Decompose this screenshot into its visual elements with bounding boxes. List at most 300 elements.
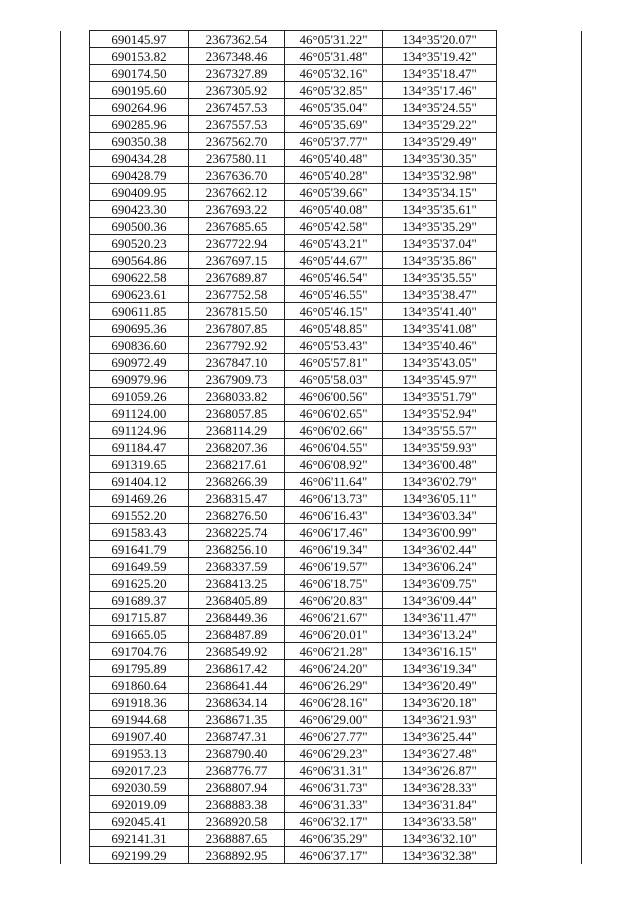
- longitude-cell: 134°35'37.04": [383, 235, 497, 252]
- longitude-cell: 134°36'26.87": [383, 762, 497, 779]
- y-coordinate-cell: 2368057.85: [189, 405, 285, 422]
- latitude-cell: 46°05'43.21": [285, 235, 383, 252]
- latitude-cell: 46°05'35.04": [285, 99, 383, 116]
- table-row: [61, 116, 582, 133]
- table-row: [61, 490, 582, 507]
- x-coordinate-cell: 690195.60: [90, 82, 189, 99]
- y-coordinate-cell: 2368671.35: [189, 711, 285, 728]
- y-coordinate-cell: 2367792.92: [189, 337, 285, 354]
- y-coordinate-cell: 2367752.58: [189, 286, 285, 303]
- blank-right-cell: [497, 626, 582, 643]
- x-coordinate-cell: 691469.26: [90, 490, 189, 507]
- y-coordinate-cell: 2368549.92: [189, 643, 285, 660]
- y-coordinate-cell: 2367362.54: [189, 31, 285, 48]
- x-coordinate-cell: 691795.89: [90, 660, 189, 677]
- latitude-cell: 46°06'08.92": [285, 456, 383, 473]
- blank-left-cell: [61, 82, 90, 99]
- x-coordinate-cell: 691124.00: [90, 405, 189, 422]
- latitude-cell: 46°05'42.58": [285, 218, 383, 235]
- longitude-cell: 134°36'16.15": [383, 643, 497, 660]
- longitude-cell: 134°35'34.15": [383, 184, 497, 201]
- blank-right-cell: [497, 116, 582, 133]
- y-coordinate-cell: 2368449.36: [189, 609, 285, 626]
- blank-right-cell: [497, 82, 582, 99]
- latitude-cell: 46°05'37.77": [285, 133, 383, 150]
- longitude-cell: 134°36'02.79": [383, 473, 497, 490]
- y-coordinate-cell: 2367697.15: [189, 252, 285, 269]
- longitude-cell: 134°36'00.99": [383, 524, 497, 541]
- latitude-cell: 46°06'19.57": [285, 558, 383, 575]
- table-row: [61, 643, 582, 660]
- y-coordinate-cell: 2367815.50: [189, 303, 285, 320]
- blank-left-cell: [61, 167, 90, 184]
- y-coordinate-cell: 2368225.74: [189, 524, 285, 541]
- blank-left-cell: [61, 745, 90, 762]
- y-coordinate-cell: 2368487.89: [189, 626, 285, 643]
- y-coordinate-cell: 2368634.14: [189, 694, 285, 711]
- blank-left-cell: [61, 694, 90, 711]
- blank-right-cell: [497, 133, 582, 150]
- table-row: [61, 728, 582, 745]
- blank-left-cell: [61, 456, 90, 473]
- blank-right-cell: [497, 456, 582, 473]
- table-row: [61, 235, 582, 252]
- latitude-cell: 46°06'24.20": [285, 660, 383, 677]
- y-coordinate-cell: 2368114.29: [189, 422, 285, 439]
- longitude-cell: 134°36'09.44": [383, 592, 497, 609]
- x-coordinate-cell: 691715.87: [90, 609, 189, 626]
- table-row: [61, 269, 582, 286]
- x-coordinate-cell: 690972.49: [90, 354, 189, 371]
- table-row: [61, 626, 582, 643]
- x-coordinate-cell: 690264.96: [90, 99, 189, 116]
- y-coordinate-cell: 2368641.44: [189, 677, 285, 694]
- x-coordinate-cell: 691953.13: [90, 745, 189, 762]
- y-coordinate-cell: 2367636.70: [189, 167, 285, 184]
- y-coordinate-cell: 2368337.59: [189, 558, 285, 575]
- table-row: [61, 303, 582, 320]
- x-coordinate-cell: 691689.37: [90, 592, 189, 609]
- latitude-cell: 46°06'16.43": [285, 507, 383, 524]
- y-coordinate-cell: 2367807.85: [189, 320, 285, 337]
- latitude-cell: 46°06'19.34": [285, 541, 383, 558]
- table-row: [61, 388, 582, 405]
- blank-right-cell: [497, 779, 582, 796]
- latitude-cell: 46°06'21.67": [285, 609, 383, 626]
- latitude-cell: 46°06'28.16": [285, 694, 383, 711]
- y-coordinate-cell: 2368405.89: [189, 592, 285, 609]
- table-row: [61, 167, 582, 184]
- blank-right-cell: [497, 320, 582, 337]
- table-row: [61, 541, 582, 558]
- longitude-cell: 134°36'06.24": [383, 558, 497, 575]
- y-coordinate-cell: 2368776.77: [189, 762, 285, 779]
- x-coordinate-cell: 690174.50: [90, 65, 189, 82]
- blank-right-cell: [497, 99, 582, 116]
- blank-left-cell: [61, 575, 90, 592]
- longitude-cell: 134°35'55.57": [383, 422, 497, 439]
- latitude-cell: 46°06'29.00": [285, 711, 383, 728]
- blank-right-cell: [497, 235, 582, 252]
- y-coordinate-cell: 2367305.92: [189, 82, 285, 99]
- x-coordinate-cell: 690145.97: [90, 31, 189, 48]
- blank-right-cell: [497, 847, 582, 864]
- y-coordinate-cell: 2368887.65: [189, 830, 285, 847]
- x-coordinate-cell: 691552.20: [90, 507, 189, 524]
- table-row: [61, 592, 582, 609]
- y-coordinate-cell: 2368315.47: [189, 490, 285, 507]
- x-coordinate-cell: 692141.31: [90, 830, 189, 847]
- blank-left-cell: [61, 728, 90, 745]
- longitude-cell: 134°35'35.29": [383, 218, 497, 235]
- longitude-cell: 134°36'21.93": [383, 711, 497, 728]
- longitude-cell: 134°35'51.79": [383, 388, 497, 405]
- latitude-cell: 46°06'11.64": [285, 473, 383, 490]
- blank-left-cell: [61, 541, 90, 558]
- x-coordinate-cell: 692045.41: [90, 813, 189, 830]
- x-coordinate-cell: 692199.29: [90, 847, 189, 864]
- x-coordinate-cell: 690153.82: [90, 48, 189, 65]
- longitude-cell: 134°35'35.55": [383, 269, 497, 286]
- blank-left-cell: [61, 660, 90, 677]
- table-row: [61, 405, 582, 422]
- y-coordinate-cell: 2368413.25: [189, 575, 285, 592]
- longitude-cell: 134°35'18.47": [383, 65, 497, 82]
- blank-left-cell: [61, 779, 90, 796]
- table-row: [61, 354, 582, 371]
- x-coordinate-cell: 691704.76: [90, 643, 189, 660]
- latitude-cell: 46°05'58.03": [285, 371, 383, 388]
- x-coordinate-cell: 690428.79: [90, 167, 189, 184]
- x-coordinate-cell: 690979.96: [90, 371, 189, 388]
- y-coordinate-cell: 2367348.46: [189, 48, 285, 65]
- latitude-cell: 46°05'40.08": [285, 201, 383, 218]
- latitude-cell: 46°06'02.66": [285, 422, 383, 439]
- blank-left-cell: [61, 48, 90, 65]
- blank-right-cell: [497, 252, 582, 269]
- longitude-cell: 134°35'29.49": [383, 133, 497, 150]
- y-coordinate-cell: 2367722.94: [189, 235, 285, 252]
- latitude-cell: 46°05'31.22": [285, 31, 383, 48]
- latitude-cell: 46°06'26.29": [285, 677, 383, 694]
- x-coordinate-cell: 691907.40: [90, 728, 189, 745]
- blank-left-cell: [61, 252, 90, 269]
- latitude-cell: 46°06'27.77": [285, 728, 383, 745]
- latitude-cell: 46°06'32.17": [285, 813, 383, 830]
- longitude-cell: 134°35'32.98": [383, 167, 497, 184]
- blank-left-cell: [61, 609, 90, 626]
- x-coordinate-cell: 692030.59: [90, 779, 189, 796]
- latitude-cell: 46°05'57.81": [285, 354, 383, 371]
- table-row: [61, 847, 582, 864]
- blank-left-cell: [61, 677, 90, 694]
- blank-left-cell: [61, 371, 90, 388]
- latitude-cell: 46°06'20.83": [285, 592, 383, 609]
- x-coordinate-cell: 690409.95: [90, 184, 189, 201]
- longitude-cell: 134°35'29.22": [383, 116, 497, 133]
- y-coordinate-cell: 2367562.70: [189, 133, 285, 150]
- latitude-cell: 46°06'29.23": [285, 745, 383, 762]
- blank-left-cell: [61, 813, 90, 830]
- blank-left-cell: [61, 830, 90, 847]
- blank-left-cell: [61, 184, 90, 201]
- blank-right-cell: [497, 31, 582, 48]
- blank-right-cell: [497, 592, 582, 609]
- x-coordinate-cell: 690520.23: [90, 235, 189, 252]
- longitude-cell: 134°36'32.38": [383, 847, 497, 864]
- blank-right-cell: [497, 337, 582, 354]
- x-coordinate-cell: 690350.38: [90, 133, 189, 150]
- latitude-cell: 46°06'21.28": [285, 643, 383, 660]
- y-coordinate-cell: 2368807.94: [189, 779, 285, 796]
- blank-right-cell: [497, 388, 582, 405]
- blank-right-cell: [497, 371, 582, 388]
- latitude-cell: 46°06'04.55": [285, 439, 383, 456]
- y-coordinate-cell: 2367685.65: [189, 218, 285, 235]
- x-coordinate-cell: 690564.86: [90, 252, 189, 269]
- longitude-cell: 134°36'19.34": [383, 660, 497, 677]
- blank-left-cell: [61, 524, 90, 541]
- longitude-cell: 134°35'35.61": [383, 201, 497, 218]
- blank-right-cell: [497, 796, 582, 813]
- table-row: [61, 473, 582, 490]
- longitude-cell: 134°36'20.18": [383, 694, 497, 711]
- longitude-cell: 134°35'19.42": [383, 48, 497, 65]
- blank-left-cell: [61, 473, 90, 490]
- table-row: [61, 48, 582, 65]
- table-row: [61, 796, 582, 813]
- x-coordinate-cell: 690285.96: [90, 116, 189, 133]
- latitude-cell: 46°06'37.17": [285, 847, 383, 864]
- table-row: [61, 422, 582, 439]
- table-row: [61, 201, 582, 218]
- x-coordinate-cell: 690611.85: [90, 303, 189, 320]
- blank-right-cell: [497, 201, 582, 218]
- table-row: [61, 286, 582, 303]
- latitude-cell: 46°05'39.66": [285, 184, 383, 201]
- x-coordinate-cell: 691944.68: [90, 711, 189, 728]
- latitude-cell: 46°05'32.16": [285, 65, 383, 82]
- latitude-cell: 46°06'13.73": [285, 490, 383, 507]
- latitude-cell: 46°05'53.43": [285, 337, 383, 354]
- latitude-cell: 46°05'40.28": [285, 167, 383, 184]
- longitude-cell: 134°36'33.58": [383, 813, 497, 830]
- blank-left-cell: [61, 320, 90, 337]
- latitude-cell: 46°06'31.31": [285, 762, 383, 779]
- blank-left-cell: [61, 422, 90, 439]
- blank-right-cell: [497, 65, 582, 82]
- blank-right-cell: [497, 660, 582, 677]
- table-row: [61, 82, 582, 99]
- latitude-cell: 46°05'40.48": [285, 150, 383, 167]
- latitude-cell: 46°05'48.85": [285, 320, 383, 337]
- longitude-cell: 134°36'28.33": [383, 779, 497, 796]
- latitude-cell: 46°06'00.56": [285, 388, 383, 405]
- longitude-cell: 134°35'40.46": [383, 337, 497, 354]
- x-coordinate-cell: 692019.09: [90, 796, 189, 813]
- blank-left-cell: [61, 405, 90, 422]
- blank-left-cell: [61, 337, 90, 354]
- y-coordinate-cell: 2368617.42: [189, 660, 285, 677]
- y-coordinate-cell: 2368883.38: [189, 796, 285, 813]
- blank-left-cell: [61, 388, 90, 405]
- blank-right-cell: [497, 184, 582, 201]
- y-coordinate-cell: 2368217.61: [189, 456, 285, 473]
- blank-left-cell: [61, 847, 90, 864]
- y-coordinate-cell: 2368033.82: [189, 388, 285, 405]
- table-row: [61, 507, 582, 524]
- x-coordinate-cell: 691665.05: [90, 626, 189, 643]
- table-row: [61, 558, 582, 575]
- blank-left-cell: [61, 235, 90, 252]
- longitude-cell: 134°35'20.07": [383, 31, 497, 48]
- y-coordinate-cell: 2368207.36: [189, 439, 285, 456]
- latitude-cell: 46°06'18.75": [285, 575, 383, 592]
- x-coordinate-cell: 691059.26: [90, 388, 189, 405]
- blank-right-cell: [497, 439, 582, 456]
- longitude-cell: 134°35'59.93": [383, 439, 497, 456]
- x-coordinate-cell: 690500.36: [90, 218, 189, 235]
- blank-right-cell: [497, 48, 582, 65]
- y-coordinate-cell: 2368276.50: [189, 507, 285, 524]
- table-row: [61, 694, 582, 711]
- latitude-cell: 46°05'46.15": [285, 303, 383, 320]
- table-row: [61, 677, 582, 694]
- x-coordinate-cell: 691641.79: [90, 541, 189, 558]
- latitude-cell: 46°05'44.67": [285, 252, 383, 269]
- longitude-cell: 134°35'52.94": [383, 405, 497, 422]
- table-row: [61, 320, 582, 337]
- blank-right-cell: [497, 150, 582, 167]
- table-row: [61, 133, 582, 150]
- table-row: [61, 660, 582, 677]
- blank-left-cell: [61, 558, 90, 575]
- longitude-cell: 134°36'13.24": [383, 626, 497, 643]
- table-row: [61, 99, 582, 116]
- x-coordinate-cell: 690622.58: [90, 269, 189, 286]
- coordinates-table-body: [61, 31, 582, 864]
- longitude-cell: 134°35'45.97": [383, 371, 497, 388]
- longitude-cell: 134°36'32.10": [383, 830, 497, 847]
- longitude-cell: 134°36'11.47": [383, 609, 497, 626]
- blank-right-cell: [497, 813, 582, 830]
- blank-right-cell: [497, 609, 582, 626]
- table-row: [61, 762, 582, 779]
- blank-right-cell: [497, 558, 582, 575]
- table-row: [61, 371, 582, 388]
- blank-right-cell: [497, 694, 582, 711]
- blank-right-cell: [497, 643, 582, 660]
- longitude-cell: 134°35'17.46": [383, 82, 497, 99]
- latitude-cell: 46°06'20.01": [285, 626, 383, 643]
- table-row: [61, 65, 582, 82]
- x-coordinate-cell: 690423.30: [90, 201, 189, 218]
- blank-right-cell: [497, 218, 582, 235]
- table-row: [61, 150, 582, 167]
- y-coordinate-cell: 2368256.10: [189, 541, 285, 558]
- blank-right-cell: [497, 507, 582, 524]
- longitude-cell: 134°36'25.44": [383, 728, 497, 745]
- blank-right-cell: [497, 541, 582, 558]
- y-coordinate-cell: 2367557.53: [189, 116, 285, 133]
- blank-right-cell: [497, 269, 582, 286]
- latitude-cell: 46°05'46.54": [285, 269, 383, 286]
- x-coordinate-cell: 690836.60: [90, 337, 189, 354]
- y-coordinate-cell: 2367693.22: [189, 201, 285, 218]
- x-coordinate-cell: 691860.64: [90, 677, 189, 694]
- blank-left-cell: [61, 711, 90, 728]
- blank-right-cell: [497, 830, 582, 847]
- x-coordinate-cell: 691319.65: [90, 456, 189, 473]
- y-coordinate-cell: 2368790.40: [189, 745, 285, 762]
- x-coordinate-cell: 691124.96: [90, 422, 189, 439]
- x-coordinate-cell: 691404.12: [90, 473, 189, 490]
- x-coordinate-cell: 690434.28: [90, 150, 189, 167]
- blank-left-cell: [61, 31, 90, 48]
- blank-right-cell: [497, 422, 582, 439]
- blank-left-cell: [61, 303, 90, 320]
- blank-right-cell: [497, 473, 582, 490]
- y-coordinate-cell: 2368266.39: [189, 473, 285, 490]
- blank-left-cell: [61, 65, 90, 82]
- table-row: [61, 218, 582, 235]
- table-row: [61, 745, 582, 762]
- longitude-cell: 134°36'03.34": [383, 507, 497, 524]
- table-row: [61, 184, 582, 201]
- table-row: [61, 252, 582, 269]
- blank-left-cell: [61, 354, 90, 371]
- table-row: [61, 830, 582, 847]
- blank-right-cell: [497, 167, 582, 184]
- table-row: [61, 609, 582, 626]
- table-row: [61, 439, 582, 456]
- latitude-cell: 46°06'31.33": [285, 796, 383, 813]
- blank-left-cell: [61, 643, 90, 660]
- table-row: [61, 779, 582, 796]
- x-coordinate-cell: 691583.43: [90, 524, 189, 541]
- y-coordinate-cell: 2367457.53: [189, 99, 285, 116]
- blank-left-cell: [61, 592, 90, 609]
- x-coordinate-cell: 691918.36: [90, 694, 189, 711]
- latitude-cell: 46°05'35.69": [285, 116, 383, 133]
- x-coordinate-cell: 692017.23: [90, 762, 189, 779]
- latitude-cell: 46°05'31.48": [285, 48, 383, 65]
- x-coordinate-cell: 691649.59: [90, 558, 189, 575]
- longitude-cell: 134°35'41.40": [383, 303, 497, 320]
- y-coordinate-cell: 2367580.11: [189, 150, 285, 167]
- longitude-cell: 134°35'30.35": [383, 150, 497, 167]
- longitude-cell: 134°36'00.48": [383, 456, 497, 473]
- longitude-cell: 134°35'41.08": [383, 320, 497, 337]
- blank-right-cell: [497, 762, 582, 779]
- blank-right-cell: [497, 303, 582, 320]
- blank-left-cell: [61, 133, 90, 150]
- longitude-cell: 134°36'09.75": [383, 575, 497, 592]
- blank-left-cell: [61, 269, 90, 286]
- x-coordinate-cell: 691625.20: [90, 575, 189, 592]
- blank-left-cell: [61, 796, 90, 813]
- blank-left-cell: [61, 116, 90, 133]
- y-coordinate-cell: 2367689.87: [189, 269, 285, 286]
- blank-right-cell: [497, 354, 582, 371]
- blank-left-cell: [61, 218, 90, 235]
- table-row: [61, 337, 582, 354]
- blank-right-cell: [497, 524, 582, 541]
- y-coordinate-cell: 2368892.95: [189, 847, 285, 864]
- x-coordinate-cell: 690695.36: [90, 320, 189, 337]
- table-row: [61, 524, 582, 541]
- latitude-cell: 46°06'02.65": [285, 405, 383, 422]
